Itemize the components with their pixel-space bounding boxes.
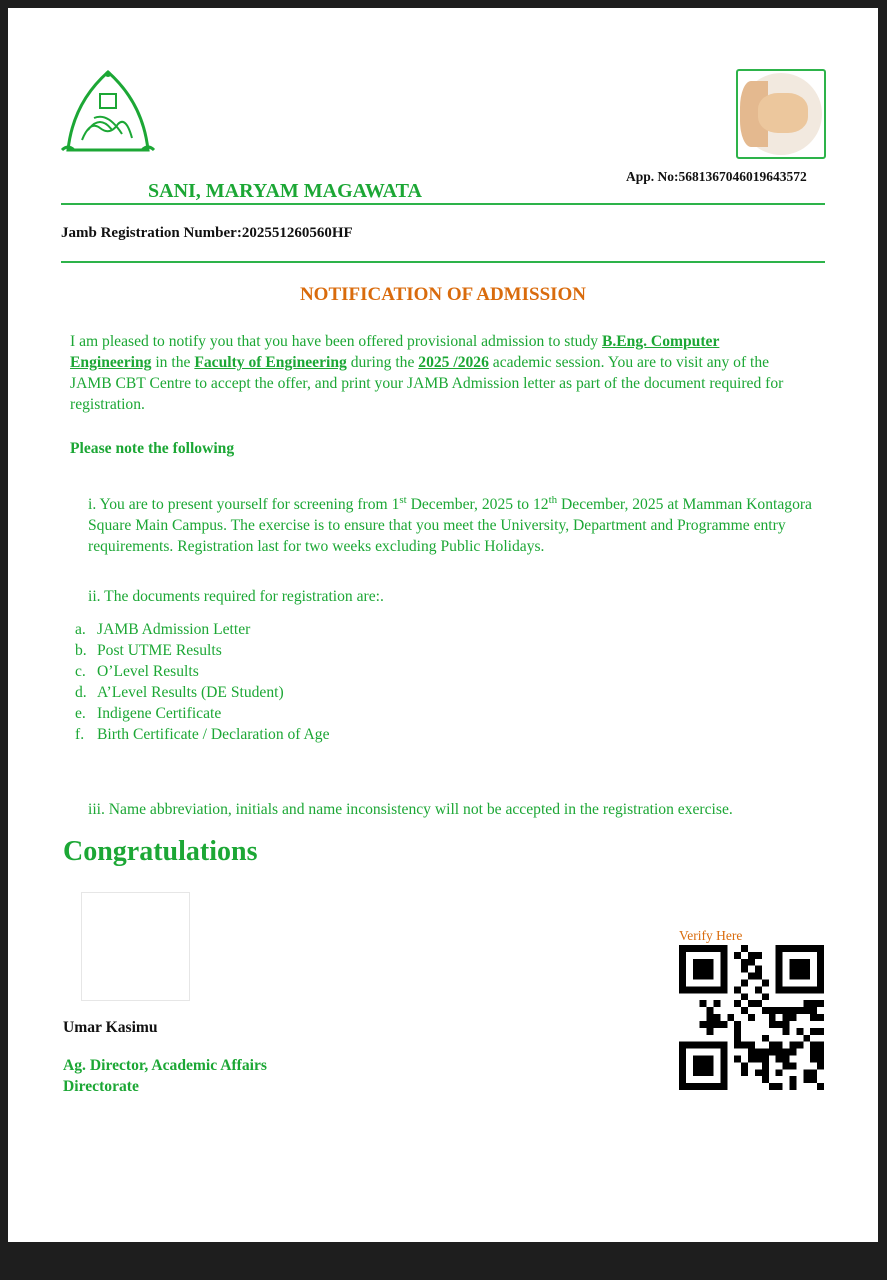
- list-marker: c.: [75, 663, 86, 680]
- qr-module: [762, 1049, 769, 1056]
- qr-module: [776, 980, 783, 987]
- qr-module: [693, 1042, 700, 1049]
- qr-module: [762, 980, 769, 987]
- qr-module: [789, 1083, 796, 1090]
- qr-module: [803, 973, 810, 980]
- qr-module: [755, 1049, 762, 1056]
- qr-module: [776, 952, 783, 959]
- document-label: O’Level Results: [97, 663, 199, 680]
- qr-module: [762, 1055, 769, 1062]
- qr-module: [700, 1083, 707, 1090]
- qr-module: [776, 966, 783, 973]
- qr-module: [720, 1055, 727, 1062]
- qr-module: [700, 1069, 707, 1076]
- qr-module: [734, 1055, 741, 1062]
- qr-module: [679, 959, 686, 966]
- qr-module: [700, 959, 707, 966]
- qr-module: [789, 1007, 796, 1014]
- intro-text: in the: [151, 354, 195, 371]
- qr-module: [748, 1042, 755, 1049]
- qr-module: [789, 1042, 796, 1049]
- qr-module: [693, 1055, 700, 1062]
- qr-module: [817, 945, 824, 952]
- qr-module: [700, 945, 707, 952]
- screening-instruction: i. You are to present yourself for screening from 1st December, 2025 to 12th December, 2025 at Mamman Kontagora Square Main Campus. The exercise is to ensure that you meet the University, Department and Programme entry requirements. Registration last for two weeks excluding Public Holidays.: [88, 494, 812, 556]
- qr-module: [700, 973, 707, 980]
- qr-module: [789, 966, 796, 973]
- qr-module: [803, 1000, 810, 1007]
- qr-module: [796, 986, 803, 993]
- qr-module: [810, 1042, 817, 1049]
- list-marker: d.: [75, 684, 87, 701]
- qr-module: [783, 1062, 790, 1069]
- document-label: Indigene Certificate: [97, 705, 222, 722]
- qr-module: [817, 1014, 824, 1021]
- signatory-name: Umar Kasimu: [63, 1019, 158, 1036]
- qr-module: [741, 1062, 748, 1069]
- qr-module: [817, 1042, 824, 1049]
- qr-module: [776, 986, 783, 993]
- document-item: [75, 640, 330, 661]
- document-label: Post UTME Results: [97, 642, 222, 659]
- qr-module: [789, 973, 796, 980]
- qr-module: [686, 945, 693, 952]
- qr-module: [755, 986, 762, 993]
- qr-module: [693, 959, 700, 966]
- qr-module: [810, 1076, 817, 1083]
- document-item: [75, 724, 330, 745]
- qr-module: [755, 1000, 762, 1007]
- qr-module: [776, 945, 783, 952]
- qr-module: [693, 966, 700, 973]
- qr-module: [720, 1062, 727, 1069]
- academic-session: 2025 /2026: [418, 354, 489, 371]
- qr-module: [817, 1028, 824, 1035]
- qr-module: [796, 966, 803, 973]
- qr-module: [817, 1049, 824, 1056]
- qr-module: [776, 1049, 783, 1056]
- qr-module: [714, 1042, 721, 1049]
- qr-module: [783, 1007, 790, 1014]
- qr-module: [803, 1069, 810, 1076]
- qr-module: [810, 1007, 817, 1014]
- qr-module: [707, 1069, 714, 1076]
- document-item: [75, 682, 330, 703]
- qr-module: [783, 1028, 790, 1035]
- qr-module: [796, 973, 803, 980]
- qr-module: [679, 952, 686, 959]
- qr-module: [707, 986, 714, 993]
- qr-module: [755, 1069, 762, 1076]
- qr-module: [817, 1062, 824, 1069]
- qr-module: [817, 966, 824, 973]
- admission-paragraph: [70, 331, 800, 415]
- qr-module: [727, 1014, 734, 1021]
- qr-module: [720, 986, 727, 993]
- qr-module: [762, 1076, 769, 1083]
- qr-module: [679, 1049, 686, 1056]
- verify-label: Verify Here: [679, 928, 743, 943]
- qr-module: [700, 1042, 707, 1049]
- qr-module: [755, 1055, 762, 1062]
- qr-module: [783, 1021, 790, 1028]
- qr-module: [700, 986, 707, 993]
- qr-module: [817, 959, 824, 966]
- qr-module: [720, 1083, 727, 1090]
- qr-module: [769, 1042, 776, 1049]
- document-label: JAMB Admission Letter: [97, 621, 251, 638]
- qr-module: [748, 1055, 755, 1062]
- list-marker: f.: [75, 726, 85, 743]
- qr-module: [817, 986, 824, 993]
- qr-module: [776, 1021, 783, 1028]
- qr-module: [707, 973, 714, 980]
- qr-module: [769, 1007, 776, 1014]
- qr-module: [714, 1021, 721, 1028]
- name-consistency-instruction: iii. Name abbreviation, initials and name inconsistency will not be accepted in the registration exercise.: [88, 801, 733, 818]
- qr-module: [741, 1007, 748, 1014]
- qr-module: [762, 993, 769, 1000]
- qr-module: [693, 1062, 700, 1069]
- qr-module: [783, 1049, 790, 1056]
- qr-module: [789, 986, 796, 993]
- qr-module: [720, 980, 727, 987]
- qr-module: [810, 1014, 817, 1021]
- verification-qr-code[interactable]: [679, 945, 824, 1090]
- qr-module: [734, 1021, 741, 1028]
- qr-module: [720, 966, 727, 973]
- qr-module: [707, 1083, 714, 1090]
- qr-module: [803, 1076, 810, 1083]
- qr-module: [693, 1069, 700, 1076]
- qr-module: [817, 952, 824, 959]
- qr-module: [741, 959, 748, 966]
- qr-module: [783, 1014, 790, 1021]
- qr-module: [789, 945, 796, 952]
- document-title: NOTIFICATION OF ADMISSION: [299, 284, 587, 305]
- qr-module: [741, 1042, 748, 1049]
- qr-module: [720, 1069, 727, 1076]
- divider: [61, 203, 825, 205]
- list-marker: e.: [75, 705, 86, 722]
- qr-module: [755, 952, 762, 959]
- faculty-name: Faculty of Engineering: [194, 354, 347, 371]
- qr-module: [693, 1083, 700, 1090]
- qr-module: [783, 986, 790, 993]
- qr-module: [720, 973, 727, 980]
- qr-module: [748, 952, 755, 959]
- qr-module: [720, 1021, 727, 1028]
- qr-module: [789, 1076, 796, 1083]
- qr-module: [741, 945, 748, 952]
- qr-module: [700, 966, 707, 973]
- qr-module: [776, 1007, 783, 1014]
- qr-module: [707, 1028, 714, 1035]
- applicant-photo: [736, 69, 826, 159]
- qr-module: [700, 1062, 707, 1069]
- signature-box: [81, 892, 190, 1001]
- documents-list: [75, 619, 330, 745]
- qr-module: [789, 1062, 796, 1069]
- qr-module: [789, 1049, 796, 1056]
- qr-module: [762, 1062, 769, 1069]
- qr-module: [741, 993, 748, 1000]
- intro-text: academic session. You are to visit any of the JAMB CBT Centre to accept the offer, and print your JAMB Admission letter as part of the document required for registration.: [70, 354, 784, 413]
- qr-module: [755, 973, 762, 980]
- qr-module: [783, 945, 790, 952]
- qr-module: [748, 1049, 755, 1056]
- documents-instruction: ii. The documents required for registration are:.: [88, 588, 384, 605]
- qr-module: [714, 1083, 721, 1090]
- qr-module: [707, 966, 714, 973]
- signatory-title: Ag. Director, Academic Affairs Directorate: [63, 1057, 267, 1095]
- document-item: [75, 703, 330, 724]
- qr-module: [817, 980, 824, 987]
- qr-module: [803, 1007, 810, 1014]
- qr-module: [679, 986, 686, 993]
- qr-module: [686, 1042, 693, 1049]
- qr-module: [796, 959, 803, 966]
- qr-module: [679, 945, 686, 952]
- qr-module: [679, 1069, 686, 1076]
- qr-module: [714, 1000, 721, 1007]
- qr-module: [679, 1083, 686, 1090]
- qr-module: [720, 952, 727, 959]
- qr-module: [817, 1083, 824, 1090]
- applicant-name: SANI, MARYAM MAGAWATA: [148, 180, 422, 202]
- qr-module: [700, 1055, 707, 1062]
- qr-module: [741, 966, 748, 973]
- qr-module: [734, 986, 741, 993]
- qr-module: [693, 986, 700, 993]
- list-marker: a.: [75, 621, 86, 638]
- application-number: App. No:5681367046019643572: [626, 169, 807, 184]
- list-marker: b.: [75, 642, 87, 659]
- qr-module: [776, 959, 783, 966]
- congratulations-heading: Congratulations: [63, 836, 258, 867]
- qr-module: [762, 1035, 769, 1042]
- qr-module: [720, 1049, 727, 1056]
- programme-name: B.Eng. Computer Engineering: [70, 333, 720, 371]
- document-label: A’Level Results (DE Student): [97, 684, 284, 701]
- qr-module: [817, 973, 824, 980]
- qr-module: [734, 1042, 741, 1049]
- qr-module: [679, 1076, 686, 1083]
- qr-module: [707, 1042, 714, 1049]
- qr-module: [679, 1062, 686, 1069]
- jamb-registration-number: Jamb Registration Number:202551260560HF: [61, 225, 353, 241]
- qr-module: [810, 945, 817, 952]
- qr-module: [748, 1014, 755, 1021]
- qr-module: [769, 1083, 776, 1090]
- qr-module: [720, 959, 727, 966]
- qr-module: [748, 959, 755, 966]
- qr-module: [734, 1035, 741, 1042]
- qr-module: [796, 1007, 803, 1014]
- qr-module: [741, 1069, 748, 1076]
- qr-module: [810, 1055, 817, 1062]
- qr-module: [769, 1049, 776, 1056]
- qr-module: [762, 1007, 769, 1014]
- qr-module: [810, 986, 817, 993]
- qr-module: [776, 1055, 783, 1062]
- qr-module: [803, 986, 810, 993]
- note-heading: Please note the following: [70, 440, 235, 457]
- qr-module: [755, 966, 762, 973]
- qr-module: [810, 1028, 817, 1035]
- qr-module: [693, 973, 700, 980]
- qr-module: [686, 1083, 693, 1090]
- qr-module: [803, 966, 810, 973]
- qr-module: [776, 1042, 783, 1049]
- document-label: Birth Certificate / Declaration of Age: [97, 726, 330, 743]
- qr-module: [679, 980, 686, 987]
- qr-module: [762, 1069, 769, 1076]
- qr-module: [720, 1076, 727, 1083]
- qr-module: [796, 1042, 803, 1049]
- qr-module: [803, 1035, 810, 1042]
- qr-module: [796, 945, 803, 952]
- qr-module: [789, 959, 796, 966]
- qr-module: [810, 1049, 817, 1056]
- qr-module: [700, 1021, 707, 1028]
- qr-module: [776, 973, 783, 980]
- qr-module: [803, 959, 810, 966]
- document-item: [75, 661, 330, 682]
- qr-module: [714, 986, 721, 993]
- qr-module: [700, 1000, 707, 1007]
- qr-module: [707, 1055, 714, 1062]
- qr-module: [817, 1055, 824, 1062]
- intro-text: during the: [346, 354, 419, 371]
- qr-module: [714, 1014, 721, 1021]
- qr-module: [734, 1000, 741, 1007]
- qr-module: [707, 1062, 714, 1069]
- qr-module: [693, 945, 700, 952]
- qr-module: [679, 966, 686, 973]
- qr-module: [734, 952, 741, 959]
- qr-module: [783, 1055, 790, 1062]
- qr-module: [707, 959, 714, 966]
- qr-module: [707, 945, 714, 952]
- qr-module: [776, 1083, 783, 1090]
- document-item: [75, 619, 330, 640]
- qr-module: [776, 1069, 783, 1076]
- qr-module: [810, 1069, 817, 1076]
- university-logo: [60, 68, 156, 158]
- qr-module: [817, 1000, 824, 1007]
- qr-module: [769, 1014, 776, 1021]
- qr-module: [707, 1007, 714, 1014]
- intro-text: I am pleased to notify you that you have been offered provisional admission to study: [70, 333, 602, 350]
- qr-module: [796, 1028, 803, 1035]
- qr-module: [714, 945, 721, 952]
- qr-module: [707, 1014, 714, 1021]
- qr-module: [748, 1000, 755, 1007]
- qr-module: [748, 973, 755, 980]
- qr-module: [741, 980, 748, 987]
- qr-module: [679, 1042, 686, 1049]
- qr-module: [734, 1028, 741, 1035]
- qr-module: [707, 1021, 714, 1028]
- qr-module: [720, 1042, 727, 1049]
- qr-module: [686, 986, 693, 993]
- qr-module: [769, 1021, 776, 1028]
- qr-module: [810, 1000, 817, 1007]
- qr-module: [789, 1014, 796, 1021]
- admission-letter: [8, 8, 878, 1242]
- qr-module: [803, 945, 810, 952]
- divider: [61, 261, 825, 263]
- qr-module: [679, 1055, 686, 1062]
- qr-module: [720, 945, 727, 952]
- qr-module: [679, 973, 686, 980]
